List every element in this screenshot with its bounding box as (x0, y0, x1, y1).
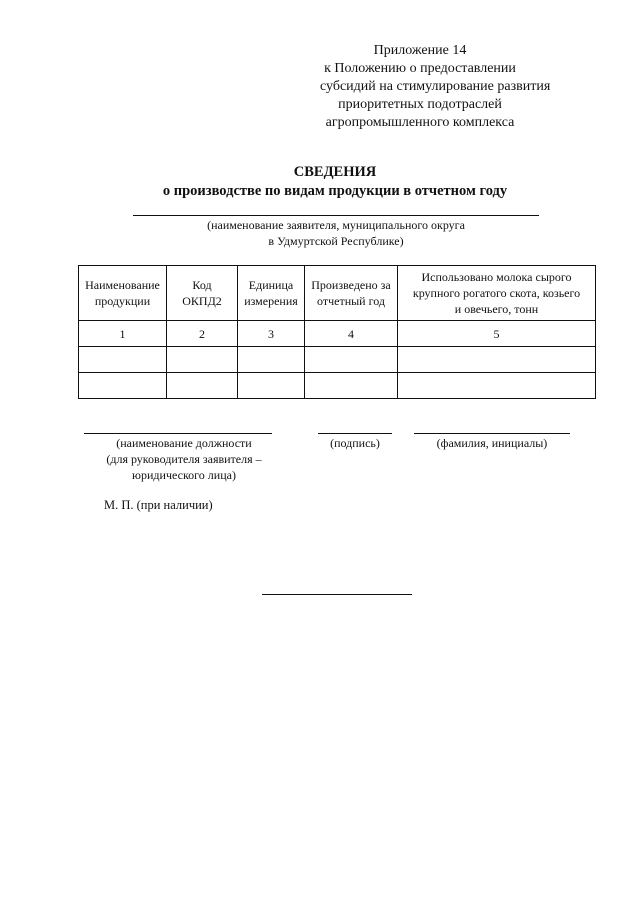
column-number: 5 (398, 321, 596, 347)
document-end-line (262, 594, 412, 595)
table-cell[interactable] (167, 347, 238, 373)
header-text: Наименование (85, 278, 160, 292)
header-text: Использовано молока сырого (421, 270, 572, 284)
table-cell[interactable] (79, 347, 167, 373)
appendix-reference (320, 42, 551, 132)
stamp-placeholder: М. П. (при наличии) (104, 498, 213, 512)
applicant-caption (133, 217, 539, 249)
column-number: 1 (79, 321, 167, 347)
header-text: крупного рогатого скота, козьего (412, 286, 581, 300)
table-cell[interactable] (238, 347, 305, 373)
header-text: и овечьего, тонн (454, 302, 539, 316)
table-column-number-row (79, 321, 596, 347)
production-table (78, 265, 596, 399)
table-cell[interactable] (398, 347, 596, 373)
signature-fill-line (318, 433, 392, 434)
position-caption-line: (для руководителя заявителя – (106, 452, 262, 466)
header-text: ОКПД2 (182, 294, 222, 308)
column-number: 4 (305, 321, 398, 347)
position-caption-line: (наименование должности (116, 436, 252, 450)
appendix-line: субсидий на стимулирование развития (320, 79, 551, 94)
header-text: отчетный год (317, 294, 385, 308)
header-cell-product (79, 266, 167, 321)
document-title: СВЕДЕНИЯ (293, 164, 377, 180)
document-subtitle: о производстве по видам продукции в отчетном году (162, 183, 508, 199)
header-cell-produced (305, 266, 398, 321)
position-caption-line: юридического лица) (132, 468, 236, 482)
applicant-fill-line (133, 215, 539, 216)
header-text: Произведено за (311, 278, 391, 292)
appendix-line: к Положению о предоставлении (324, 61, 516, 76)
applicant-caption-line: в Удмуртской Республике) (268, 234, 404, 248)
table-header-row (79, 266, 596, 321)
appendix-line: приоритетных подотраслей (338, 97, 502, 112)
position-caption (84, 435, 284, 483)
column-number: 2 (167, 321, 238, 347)
appendix-line: агропромышленного комплекса (325, 115, 515, 130)
table-row (79, 347, 596, 373)
header-text: Код (192, 278, 212, 292)
signature-caption: (подпись) (330, 436, 380, 450)
header-text: продукции (94, 294, 151, 308)
table-cell[interactable] (238, 373, 305, 399)
header-text: Единица (248, 278, 294, 292)
table-cell[interactable] (79, 373, 167, 399)
table-row (79, 373, 596, 399)
table-cell[interactable] (305, 347, 398, 373)
header-text: измерения (244, 294, 298, 308)
position-fill-line (84, 433, 272, 434)
header-cell-unit (238, 266, 305, 321)
name-caption: (фамилия, инициалы) (436, 436, 548, 450)
table-cell[interactable] (167, 373, 238, 399)
table-cell[interactable] (398, 373, 596, 399)
applicant-caption-line: (наименование заявителя, муниципального округа (207, 218, 465, 232)
appendix-line: Приложение 14 (373, 43, 467, 58)
header-cell-milk-used (398, 266, 596, 321)
header-cell-code (167, 266, 238, 321)
table-cell[interactable] (305, 373, 398, 399)
column-number: 3 (238, 321, 305, 347)
name-fill-line (414, 433, 570, 434)
